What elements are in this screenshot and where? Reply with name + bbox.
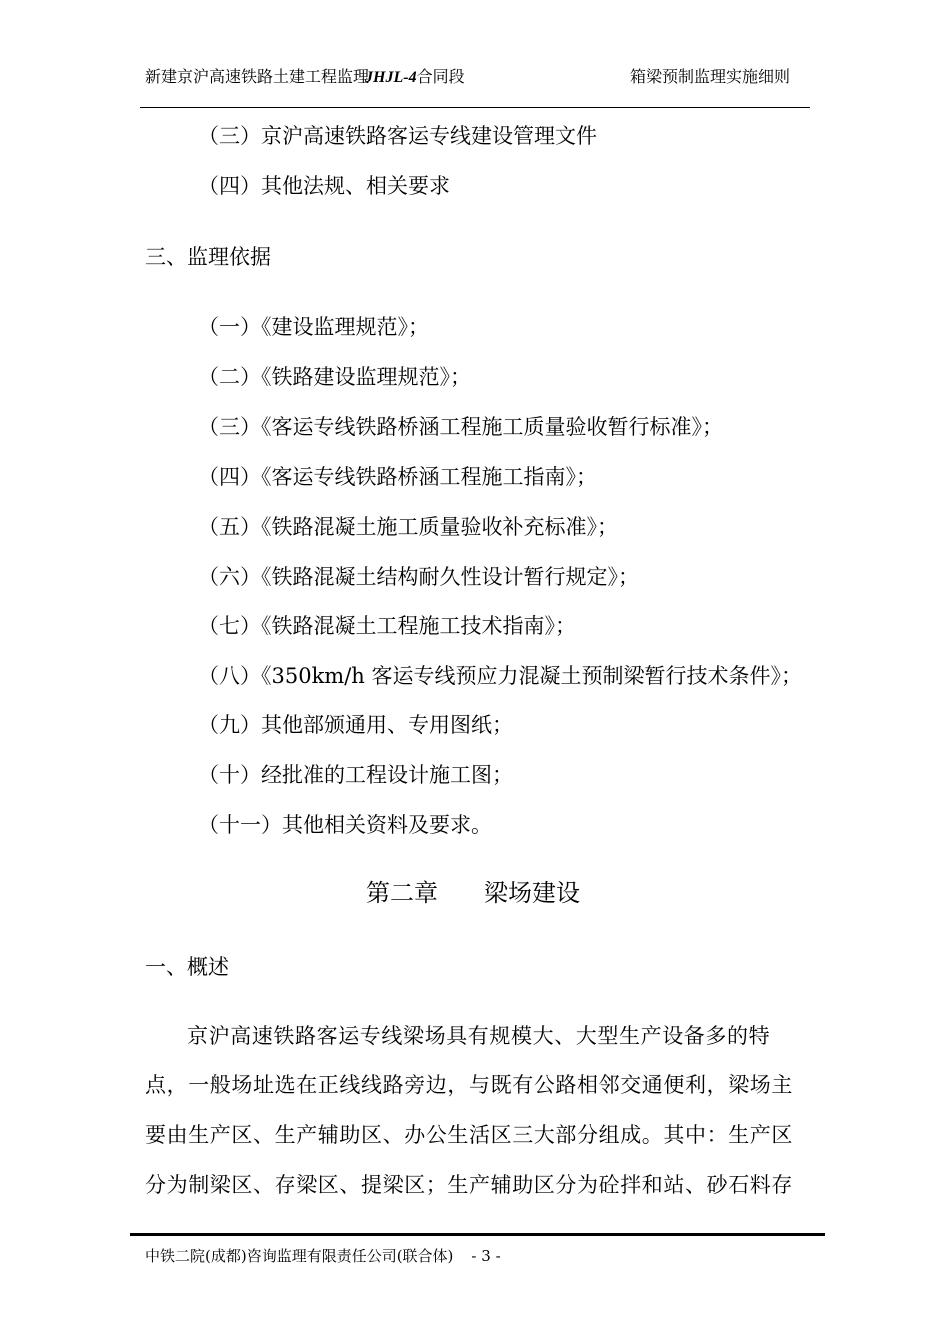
header-project-title: 新建京沪高速铁路土建工程监理 xyxy=(145,67,370,86)
list-item: （十）经批准的工程设计施工图； xyxy=(198,763,513,787)
list-item: （十一）其他相关资料及要求。 xyxy=(198,813,492,837)
paragraph-line: 点，一般场址选在正线线路旁边，与既有公路相邻交通便利，梁场主 xyxy=(145,1073,793,1097)
header-left xyxy=(145,66,465,89)
chapter-title xyxy=(366,878,580,908)
list-item: （八）《350km/h 客运专线预应力混凝土预制梁暂行技术条件》； xyxy=(198,664,802,688)
footer-rule xyxy=(130,1233,825,1236)
list-item: （四）其他法规、相关要求 xyxy=(198,174,450,198)
header-contract-suffix: 合同段 xyxy=(416,67,465,86)
chapter-name: 梁场建设 xyxy=(484,879,580,907)
page-number: - 3 - xyxy=(471,1247,501,1265)
list-item: （九）其他部颁通用、专用图纸； xyxy=(198,713,513,737)
header-document-title: 箱梁预制监理实施细则 xyxy=(630,67,791,86)
paragraph-line: 京沪高速铁路客运专线梁场具有规模大、大型生产设备多的特 xyxy=(187,1024,771,1048)
list-item: （四）《客运专线铁路桥涵工程施工指南》； xyxy=(198,465,597,489)
list-item: （三）《客运专线铁路桥涵工程施工质量验收暂行标准》； xyxy=(198,415,723,439)
footer xyxy=(145,1246,501,1266)
list-item: （六）《铁路混凝土结构耐久性设计暂行规定》； xyxy=(198,565,639,589)
section-heading: 一、概述 xyxy=(145,955,229,979)
header-rule xyxy=(140,107,810,108)
section-heading: 三、监理依据 xyxy=(145,245,271,269)
footer-company: 中铁二院(成都)咨询监理有限责任公司(联合体) xyxy=(145,1247,454,1265)
list-item: （七）《铁路混凝土工程施工技术指南》； xyxy=(198,614,576,638)
list-item: （一）《建设监理规范》； xyxy=(198,315,429,339)
list-item: （二）《铁路建设监理规范》； xyxy=(198,365,471,389)
paragraph-line: 要由生产区、生产辅助区、办公生活区三大部分组成。其中：生产区 xyxy=(145,1123,793,1147)
list-item: （五）《铁路混凝土施工质量验收补充标准》； xyxy=(198,515,618,539)
chapter-number: 第二章 xyxy=(366,879,438,907)
list-item: （三）京沪高速铁路客运专线建设管理文件 xyxy=(198,124,597,148)
header-contract-code: JHJL-4 xyxy=(365,69,417,86)
paragraph-line: 分为制梁区、存梁区、提梁区；生产辅助区分为砼拌和站、砂石料存 xyxy=(145,1173,793,1197)
